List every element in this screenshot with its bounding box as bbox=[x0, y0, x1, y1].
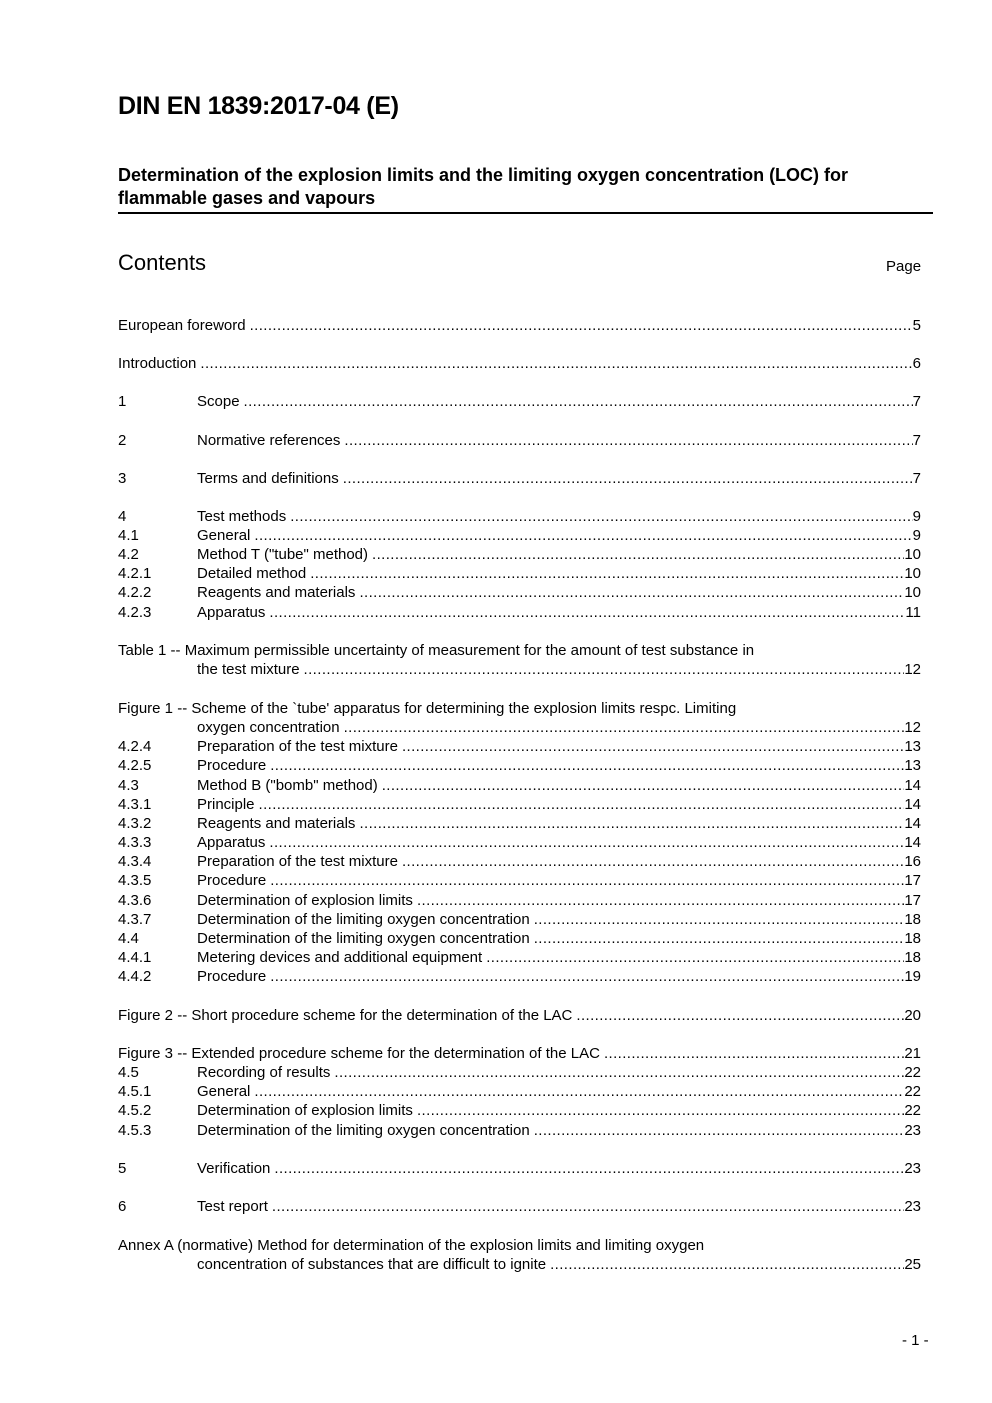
toc-entry-page: 6 bbox=[912, 355, 921, 372]
toc-entry-page: 23 bbox=[904, 1122, 921, 1139]
toc-entry-test-methods[interactable] bbox=[118, 507, 921, 526]
toc-entry-title: Determination of the limiting oxygen concentration bbox=[197, 1122, 530, 1139]
toc-leader-dots bbox=[343, 469, 913, 488]
toc-entry-title: Preparation of the test mixture bbox=[197, 853, 398, 870]
toc-entry-title: Table 1 -- Maximum permissible uncertainty of measurement for the amount of test substance in bbox=[118, 642, 755, 659]
toc-entry-title: Apparatus bbox=[197, 834, 266, 851]
toc-entry-number: 4.3.5 bbox=[118, 872, 152, 889]
page-number: - 1 - bbox=[902, 1332, 929, 1349]
toc-leader-dots bbox=[534, 929, 905, 948]
toc-leader-dots bbox=[417, 1101, 904, 1120]
toc-entry-method-b[interactable] bbox=[118, 776, 921, 795]
toc-entry-title: Procedure bbox=[197, 757, 267, 774]
toc-leader-dots bbox=[200, 354, 912, 373]
toc-entry-reagents-and-materials[interactable] bbox=[118, 583, 921, 602]
toc-entry-apparatus[interactable] bbox=[118, 603, 921, 622]
toc-entry-title: Method B ("bomb" method) bbox=[197, 777, 378, 794]
toc-entry-title: General bbox=[197, 1083, 251, 1100]
toc-entry-page: 21 bbox=[904, 1045, 921, 1062]
toc-entry-number: 4.3.6 bbox=[118, 892, 152, 909]
toc-entry-page: 9 bbox=[912, 508, 921, 525]
toc-entry-figure-3[interactable] bbox=[118, 1044, 921, 1063]
toc-entry-number: 4.2.1 bbox=[118, 565, 152, 582]
toc-entry-verification[interactable] bbox=[118, 1159, 921, 1178]
toc-entry-preparation-of-test-mixture[interactable] bbox=[118, 852, 921, 871]
toc-entry-number: 2 bbox=[118, 432, 127, 449]
toc-leader-dots bbox=[274, 1159, 904, 1178]
toc-leader-dots bbox=[272, 1197, 904, 1216]
toc-leader-dots bbox=[359, 814, 904, 833]
toc-entry-number: 4.5.3 bbox=[118, 1122, 152, 1139]
toc-entry-page: 7 bbox=[912, 470, 921, 487]
toc-entry-page: 22 bbox=[904, 1064, 921, 1081]
toc-entry-number: 4.3 bbox=[118, 777, 139, 794]
toc-leader-dots bbox=[269, 603, 905, 622]
toc-entry-page: 7 bbox=[912, 393, 921, 410]
toc-entry-page: 18 bbox=[904, 949, 921, 966]
toc-leader-dots bbox=[259, 795, 905, 814]
toc-entry-title: Principle bbox=[197, 796, 255, 813]
toc-entry-number: 4.4 bbox=[118, 930, 139, 947]
toc-entry-page: 10 bbox=[904, 565, 921, 582]
toc-leader-dots bbox=[372, 545, 904, 564]
toc-entry-page: 23 bbox=[904, 1198, 921, 1215]
toc-entry-title: Figure 1 -- Scheme of the `tube' apparatus for determining the explosion limits respc. Limiting bbox=[118, 700, 737, 717]
toc-entry-number: 4.2.5 bbox=[118, 757, 152, 774]
toc-leader-dots bbox=[486, 948, 904, 967]
toc-entry-introduction[interactable] bbox=[118, 354, 921, 373]
toc-entry-determination-of-loc[interactable] bbox=[118, 910, 921, 929]
toc-entry-title: General bbox=[197, 527, 251, 544]
toc-leader-dots bbox=[550, 1255, 904, 1274]
toc-entry-number: 4.5.2 bbox=[118, 1102, 152, 1119]
toc-leader-dots bbox=[270, 756, 904, 775]
toc-entry-number: 5 bbox=[118, 1160, 127, 1177]
toc-entry-determination-of-loc[interactable] bbox=[118, 929, 921, 948]
toc-entry-terms-and-definitions[interactable] bbox=[118, 469, 921, 488]
toc-entry-european-foreword[interactable] bbox=[118, 316, 921, 335]
toc-entry-apparatus[interactable] bbox=[118, 833, 921, 852]
toc-leader-dots bbox=[417, 891, 904, 910]
toc-entry-page: 13 bbox=[904, 757, 921, 774]
toc-entry-title: Reagents and materials bbox=[197, 815, 356, 832]
toc-entry-determination-of-explosion-limits[interactable] bbox=[118, 891, 921, 910]
toc-entry-determination-of-explosion-limits[interactable] bbox=[118, 1101, 921, 1120]
toc-entry-page: 23 bbox=[904, 1160, 921, 1177]
toc-entry-number: 6 bbox=[118, 1198, 127, 1215]
toc-entry-number: 4.1 bbox=[118, 527, 139, 544]
toc-entry-number: 4.3.4 bbox=[118, 853, 152, 870]
toc-leader-dots bbox=[250, 316, 913, 335]
toc-entry-title: Figure 2 -- Short procedure scheme for the determination of the LAC bbox=[118, 1007, 573, 1024]
toc-leader-dots bbox=[290, 507, 912, 526]
toc-leader-dots bbox=[254, 1082, 904, 1101]
toc-entry-figure-1-continued[interactable] bbox=[197, 718, 921, 737]
toc-entry-title: Scope bbox=[197, 393, 240, 410]
toc-leader-dots bbox=[269, 833, 904, 852]
toc-entry-title: Reagents and materials bbox=[197, 584, 356, 601]
toc-entry-annex-a-continued[interactable] bbox=[197, 1255, 921, 1274]
toc-entry-title: Method T ("tube" method) bbox=[197, 546, 369, 563]
toc-entry-number: 4.3.3 bbox=[118, 834, 152, 851]
toc-entry-number: 4 bbox=[118, 508, 127, 525]
toc-leader-dots bbox=[604, 1044, 904, 1063]
toc-entry-page: 14 bbox=[904, 796, 921, 813]
document-title: Determination of the explosion limits and the limiting oxygen concentration (LOC) for flammable gases and vapours bbox=[118, 164, 933, 214]
toc-entry-page: 12 bbox=[904, 661, 921, 678]
toc-entry-number: 3 bbox=[118, 470, 127, 487]
toc-entry-page: 10 bbox=[904, 546, 921, 563]
toc-leader-dots bbox=[402, 737, 904, 756]
toc-entry-number: 4.2.4 bbox=[118, 738, 152, 755]
toc-entry-annex-a[interactable] bbox=[118, 1236, 704, 1255]
toc-entry-title: Detailed method bbox=[197, 565, 307, 582]
toc-entry-page: 13 bbox=[904, 738, 921, 755]
toc-leader-dots bbox=[310, 564, 904, 583]
toc-leader-dots bbox=[382, 776, 905, 795]
toc-entry-detailed-method[interactable] bbox=[118, 564, 921, 583]
toc-entry-page: 7 bbox=[912, 432, 921, 449]
toc-entry-title: Determination of the limiting oxygen concentration bbox=[197, 911, 530, 928]
toc-entry-page: 11 bbox=[905, 604, 921, 621]
toc-entry-metering-devices[interactable] bbox=[118, 948, 921, 967]
toc-entry-title: Introduction bbox=[118, 355, 197, 372]
toc-entry-page: 17 bbox=[904, 892, 921, 909]
toc-leader-dots bbox=[344, 718, 905, 737]
toc-entry-figure-1[interactable] bbox=[118, 699, 736, 718]
toc-entry-page: 16 bbox=[904, 853, 921, 870]
toc-entry-general[interactable] bbox=[118, 1082, 921, 1101]
toc-entry-number: 4.4.1 bbox=[118, 949, 152, 966]
toc-leader-dots bbox=[402, 852, 904, 871]
toc-entry-title: Determination of the limiting oxygen concentration bbox=[197, 930, 530, 947]
toc-entry-page: 22 bbox=[904, 1083, 921, 1100]
toc-entry-page: 22 bbox=[904, 1102, 921, 1119]
page-column-label: Page bbox=[886, 258, 922, 275]
toc-entry-title: Apparatus bbox=[197, 604, 266, 621]
toc-entry-table-1[interactable] bbox=[118, 641, 754, 660]
toc-entry-title: Normative references bbox=[197, 432, 341, 449]
toc-entry-scope[interactable] bbox=[118, 392, 921, 411]
toc-entry-page: 17 bbox=[904, 872, 921, 889]
toc-entry-number: 4.2.3 bbox=[118, 604, 152, 621]
toc-leader-dots bbox=[534, 910, 905, 929]
toc-entry-title: the test mixture bbox=[197, 661, 300, 678]
toc-entry-method-t[interactable] bbox=[118, 545, 921, 564]
toc-entry-general[interactable] bbox=[118, 526, 921, 545]
toc-leader-dots bbox=[576, 1006, 904, 1025]
toc-entry-number: 4.4.2 bbox=[118, 968, 152, 985]
toc-entry-recording-of-results[interactable] bbox=[118, 1063, 921, 1082]
toc-entry-page: 14 bbox=[904, 834, 921, 851]
toc-leader-dots bbox=[270, 871, 904, 890]
toc-entry-title: Preparation of the test mixture bbox=[197, 738, 398, 755]
toc-entry-page: 14 bbox=[904, 777, 921, 794]
toc-entry-page: 12 bbox=[904, 719, 921, 736]
toc-entry-title: European foreword bbox=[118, 317, 246, 334]
toc-entry-title: Test methods bbox=[197, 508, 287, 525]
toc-entry-title: Recording of results bbox=[197, 1064, 331, 1081]
toc-leader-dots bbox=[334, 1063, 904, 1082]
toc-entry-title: Procedure bbox=[197, 968, 267, 985]
toc-leader-dots bbox=[359, 583, 904, 602]
toc-entry-figure-2[interactable] bbox=[118, 1006, 921, 1025]
document-id: DIN EN 1839:2017-04 (E) bbox=[118, 92, 399, 120]
toc-leader-dots bbox=[270, 967, 904, 986]
toc-entry-page: 5 bbox=[912, 317, 921, 334]
toc-entry-title: Determination of explosion limits bbox=[197, 1102, 413, 1119]
toc-entry-number: 1 bbox=[118, 393, 127, 410]
toc-entry-number: 4.2.2 bbox=[118, 584, 152, 601]
toc-entry-test-report[interactable] bbox=[118, 1197, 921, 1216]
toc-entry-page: 18 bbox=[904, 930, 921, 947]
toc-leader-dots bbox=[304, 660, 905, 679]
toc-entry-title: Procedure bbox=[197, 872, 267, 889]
toc-entry-preparation-of-test-mixture[interactable] bbox=[118, 737, 921, 756]
toc-entry-title: Metering devices and additional equipment bbox=[197, 949, 483, 966]
toc-entry-page: 10 bbox=[904, 584, 921, 601]
toc-entry-title: oxygen concentration bbox=[197, 719, 340, 736]
toc-entry-table-1-continued[interactable] bbox=[197, 660, 921, 679]
toc-entry-title: Determination of explosion limits bbox=[197, 892, 413, 909]
toc-entry-page: 19 bbox=[904, 968, 921, 985]
toc-entry-number: 4.5 bbox=[118, 1064, 139, 1081]
toc-entry-number: 4.3.2 bbox=[118, 815, 152, 832]
toc-entry-title: Test report bbox=[197, 1198, 268, 1215]
toc-entry-title: Terms and definitions bbox=[197, 470, 339, 487]
toc-entry-title: Annex A (normative) Method for determination of the explosion limits and limiting oxygen bbox=[118, 1237, 705, 1254]
toc-leader-dots bbox=[534, 1121, 905, 1140]
toc-entry-title: Figure 3 -- Extended procedure scheme for the determination of the LAC bbox=[118, 1045, 600, 1062]
toc-leader-dots bbox=[254, 526, 912, 545]
toc-entry-reagents-and-materials[interactable] bbox=[118, 814, 921, 833]
toc-entry-number: 4.5.1 bbox=[118, 1083, 152, 1100]
toc-entry-normative-references[interactable] bbox=[118, 431, 921, 450]
toc-entry-determination-of-loc[interactable] bbox=[118, 1121, 921, 1140]
toc-entry-page: 20 bbox=[904, 1007, 921, 1024]
toc-entry-procedure[interactable] bbox=[118, 871, 921, 890]
toc-entry-page: 9 bbox=[912, 527, 921, 544]
toc-entry-title: concentration of substances that are difficult to ignite bbox=[197, 1256, 547, 1273]
toc-entry-number: 4.2 bbox=[118, 546, 139, 563]
toc-entry-number: 4.3.1 bbox=[118, 796, 152, 813]
toc-entry-principle[interactable] bbox=[118, 795, 921, 814]
contents-heading: Contents bbox=[118, 250, 207, 275]
toc-leader-dots bbox=[244, 392, 913, 411]
toc-entry-page: 25 bbox=[904, 1256, 921, 1273]
toc-entry-procedure[interactable] bbox=[118, 756, 921, 775]
toc-entry-number: 4.3.7 bbox=[118, 911, 152, 928]
toc-entry-page: 18 bbox=[904, 911, 921, 928]
toc-entry-page: 14 bbox=[904, 815, 921, 832]
toc-entry-procedure[interactable] bbox=[118, 967, 921, 986]
toc-entry-title: Verification bbox=[197, 1160, 271, 1177]
toc-leader-dots bbox=[344, 431, 912, 450]
